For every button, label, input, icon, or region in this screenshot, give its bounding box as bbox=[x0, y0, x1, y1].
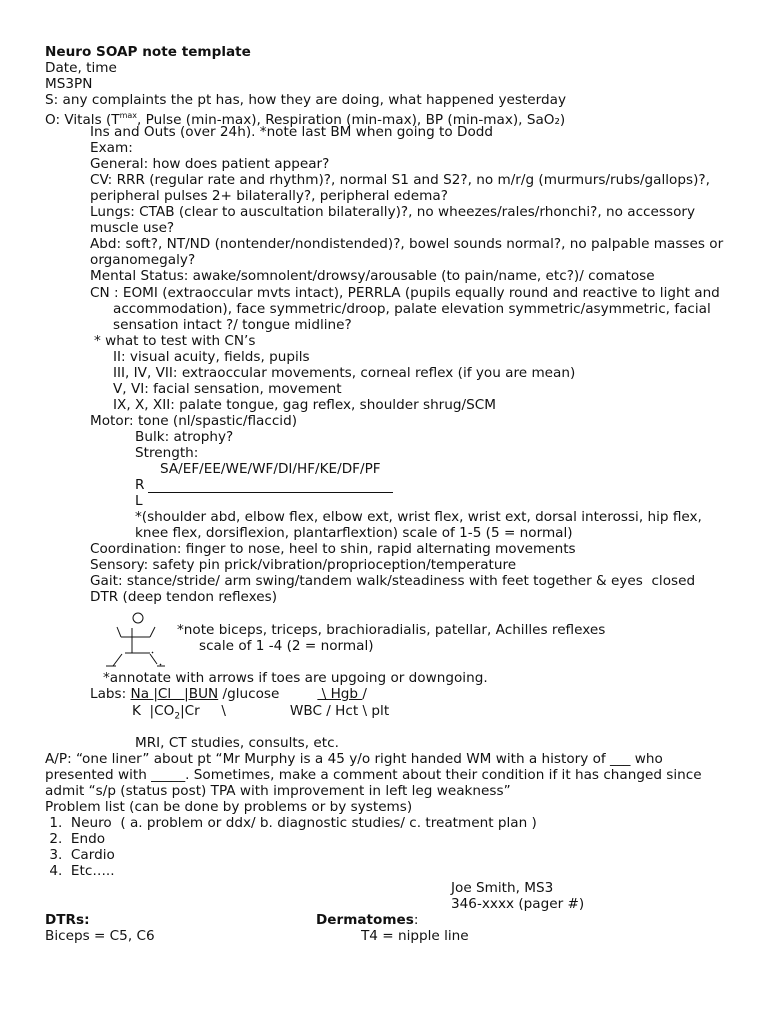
cv-line-1: CV: RRR (regular rate and rhythm)?, normal S1 and S2?, no m/r/g (murmurs/rubs/gallops)?, bbox=[90, 172, 710, 188]
glucose-label: /glucose bbox=[218, 686, 280, 702]
gait-line: Gait: stance/stride/ arm swing/tandem walk/steadiness with feet together & eyes closed bbox=[90, 573, 696, 589]
hgb-slash: / bbox=[362, 686, 367, 702]
cbc-bottom-row: WBC / Hct \ plt bbox=[289, 703, 390, 719]
cn-iii-line: III, IV, VII: extraoccular movements, corneal reflex (if you are mean) bbox=[113, 365, 576, 381]
hgb-label: \ Hgb bbox=[317, 686, 363, 702]
dtr-note-1: *note biceps, triceps, brachioradialis, patellar, Achilles reflexes bbox=[177, 622, 606, 638]
subjective-line: S: any complaints the pt has, how they are doing, what happened yesterday bbox=[45, 92, 567, 108]
t4-line: T4 = nipple line bbox=[361, 928, 469, 944]
vitals-text-b: , Pulse (min-max), Respiration (min-max), BP (min-max), SaO₂) bbox=[137, 112, 566, 128]
lungs-line-1: Lungs: CTAB (clear to auscultation bilaterally)?, no wheezes/rales/rhonchi?, no accessory bbox=[90, 204, 696, 220]
strength-note-2: knee flex, dorsiflexion, plantarflextion) scale of 1-5 (5 = normal) bbox=[135, 525, 573, 541]
problem-item-3: 3. Cardio bbox=[45, 847, 115, 863]
bulk-line: Bulk: atrophy? bbox=[135, 429, 234, 445]
bmp-bottom-left: K |CO bbox=[132, 703, 175, 719]
cn-test-heading: * what to test with CN’s bbox=[94, 333, 256, 349]
abd-line-2: organomegaly? bbox=[90, 252, 196, 268]
dtr-line: DTR (deep tendon reflexes) bbox=[90, 589, 278, 605]
assessment-line-1: A/P: “one liner” about pt “Mr Murphy is a 45 y/o right handed WM with a history of ___ who bbox=[45, 751, 663, 767]
cv-line-2: peripheral pulses 2+ bilaterally?, peripheral edema? bbox=[90, 188, 448, 204]
cn-line-3: sensation intact ?/ tongue midline? bbox=[113, 317, 352, 333]
right-strength-blank bbox=[148, 492, 393, 493]
problem-item-4: 4. Etc….. bbox=[45, 863, 115, 879]
tmax-superscript: max bbox=[119, 111, 138, 120]
bmp-top-row: Na |Cl |BUN bbox=[130, 686, 219, 702]
motor-line: Motor: tone (nl/spastic/flaccid) bbox=[90, 413, 297, 429]
dermatomes-colon: : bbox=[413, 912, 419, 928]
dermatomes-heading: Dermatomes bbox=[316, 912, 414, 928]
cn-ii-line: II: visual acuity, fields, pupils bbox=[113, 349, 310, 365]
mri-line: MRI, CT studies, consults, etc. bbox=[135, 735, 339, 751]
date-line: Date, time bbox=[45, 60, 117, 76]
exam-line: Exam: bbox=[90, 140, 133, 156]
assessment-line-2: presented with _____. Sometimes, make a comment about their condition if it has changed since bbox=[45, 767, 702, 783]
annotate-line: *annotate with arrows if toes are upgoing or downgoing. bbox=[103, 670, 488, 686]
left-strength-label: L bbox=[135, 493, 143, 509]
bmp-bottom-right: |Cr \ bbox=[180, 703, 226, 719]
document-title: Neuro SOAP note template bbox=[45, 44, 251, 60]
dermatomes-heading-line bbox=[316, 912, 418, 928]
general-line: General: how does patient appear? bbox=[90, 156, 330, 172]
sensory-line: Sensory: safety pin prick/vibration/proprioception/temperature bbox=[90, 557, 517, 573]
biceps-line: Biceps = C5, C6 bbox=[45, 928, 155, 944]
cn-line-2: accommodation), face symmetric/droop, palate elevation symmetric/asymmetric, facial bbox=[113, 301, 711, 317]
mental-status-line: Mental Status: awake/somnolent/drowsy/arousable (to pain/name, etc?)/ comatose bbox=[90, 268, 655, 284]
ms3pn-line: MS3PN bbox=[45, 76, 93, 92]
cn-line-1: CN : EOMI (extraoccular mvts intact), PERRLA (pupils equally round and reactive to light and bbox=[90, 285, 720, 301]
strength-note-1: *(shoulder abd, elbow flex, elbow ext, wrist flex, wrist ext, dorsal interossi, hip flex, bbox=[135, 509, 702, 525]
lungs-line-2: muscle use? bbox=[90, 220, 175, 236]
assessment-line-3: admit “s/p (status post) TPA with improvement in left leg weakness” bbox=[45, 783, 511, 799]
cn-v-line: V, VI: facial sensation, movement bbox=[113, 381, 342, 397]
dtr-note-2: scale of 1 -4 (2 = normal) bbox=[199, 638, 374, 654]
muscle-groups-line: SA/EF/EE/WE/WF/DI/HF/KE/DF/PF bbox=[160, 461, 381, 477]
coordination-line: Coordination: finger to nose, heel to shin, rapid alternating movements bbox=[90, 541, 576, 557]
cn-ix-line: IX, X, XII: palate tongue, gag reflex, shoulder shrug/SCM bbox=[113, 397, 496, 413]
dtr-stick-figure bbox=[100, 606, 180, 676]
labs-prefix: Labs: bbox=[90, 686, 131, 702]
problem-item-1: 1. Neuro ( a. problem or ddx/ b. diagnostic studies/ c. treatment plan ) bbox=[45, 815, 537, 831]
strength-line: Strength: bbox=[135, 445, 199, 461]
right-strength-label: R bbox=[135, 477, 145, 493]
abd-line-1: Abd: soft?, NT/ND (nontender/nondistended)?, bowel sounds normal?, no palpable masses or bbox=[90, 236, 724, 252]
ins-outs-line: Ins and Outs (over 24h). *note last BM when going to Dodd bbox=[90, 124, 494, 140]
co2-subscript: 2 bbox=[174, 711, 181, 722]
signature-name: Joe Smith, MS3 bbox=[451, 880, 554, 896]
problem-list-heading: Problem list (can be done by problems or by systems) bbox=[45, 799, 413, 815]
signature-pager: 346-xxxx (pager #) bbox=[451, 896, 585, 912]
labs-line-2 bbox=[132, 703, 389, 725]
vitals-text-a: O: Vitals (T bbox=[45, 112, 120, 128]
dtrs-heading: DTRs: bbox=[45, 912, 90, 928]
labs-line-1 bbox=[90, 686, 367, 702]
problem-item-2: 2. Endo bbox=[45, 831, 106, 847]
